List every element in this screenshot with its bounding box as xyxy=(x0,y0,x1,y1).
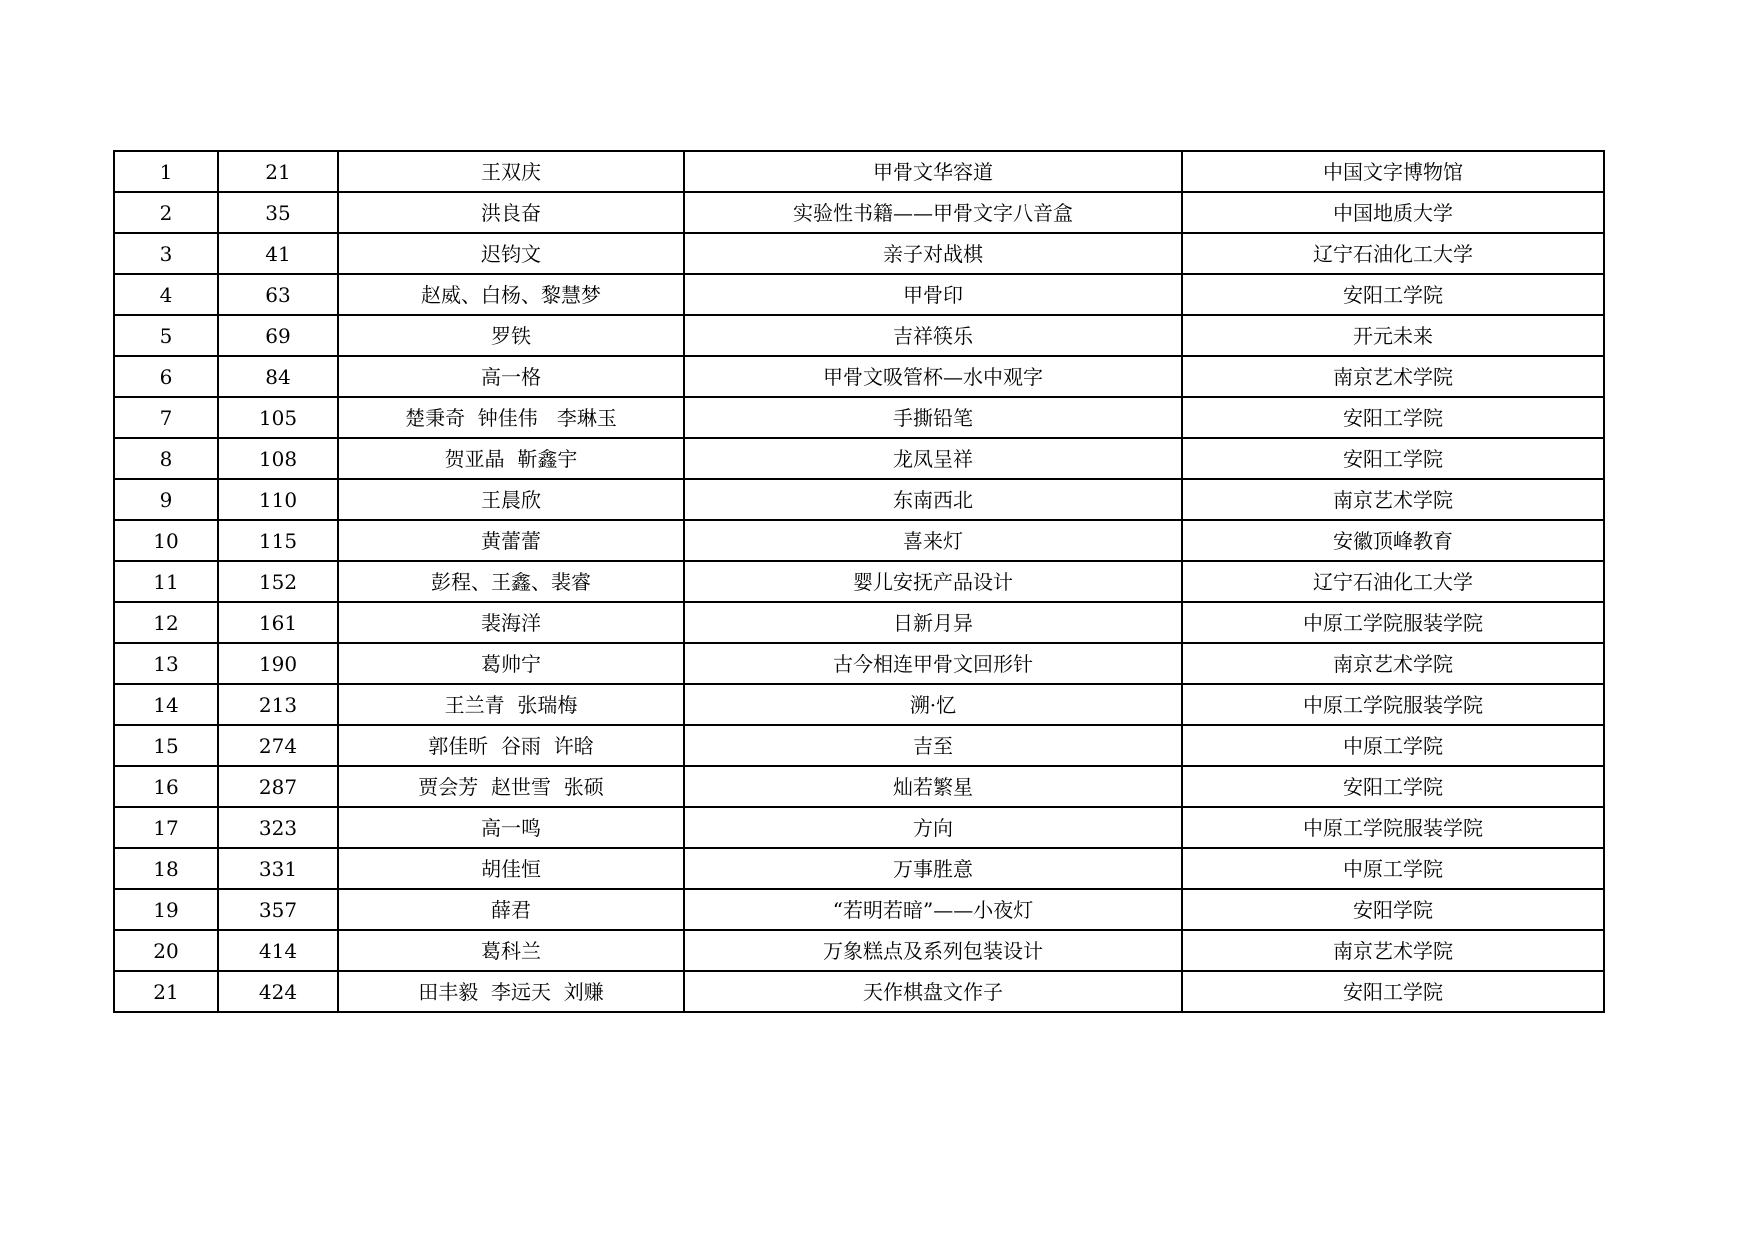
work-title-cell: 方向 xyxy=(684,807,1182,848)
entry-number-cell: 108 xyxy=(218,438,338,479)
entry-number-cell: 84 xyxy=(218,356,338,397)
authors-cell: 裴海洋 xyxy=(338,602,684,643)
work-title-cell: 甲骨文华容道 xyxy=(684,151,1182,192)
authors-cell: 洪良奋 xyxy=(338,192,684,233)
work-title-cell: 日新月异 xyxy=(684,602,1182,643)
entry-number-cell: 110 xyxy=(218,479,338,520)
rank-cell: 1 xyxy=(114,151,218,192)
entry-number-cell: 357 xyxy=(218,889,338,930)
authors-cell: 王晨欣 xyxy=(338,479,684,520)
work-title-cell: 手撕铅笔 xyxy=(684,397,1182,438)
table-body xyxy=(114,151,1604,1012)
work-title-cell: “若明若暗”——小夜灯 xyxy=(684,889,1182,930)
work-title-cell: 喜来灯 xyxy=(684,520,1182,561)
rank-cell: 20 xyxy=(114,930,218,971)
organization-cell: 中原工学院 xyxy=(1182,725,1604,766)
entry-number-cell: 69 xyxy=(218,315,338,356)
work-title-cell: 实验性书籍——甲骨文字八音盒 xyxy=(684,192,1182,233)
organization-cell: 安徽顶峰教育 xyxy=(1182,520,1604,561)
table-row xyxy=(114,315,1604,356)
authors-cell: 罗铁 xyxy=(338,315,684,356)
authors-cell: 赵威、白杨、黎慧梦 xyxy=(338,274,684,315)
table-row xyxy=(114,848,1604,889)
table-row xyxy=(114,356,1604,397)
rank-cell: 7 xyxy=(114,397,218,438)
work-title-cell: 万象糕点及系列包装设计 xyxy=(684,930,1182,971)
table-row xyxy=(114,930,1604,971)
authors-cell: 高一格 xyxy=(338,356,684,397)
table-row xyxy=(114,561,1604,602)
work-title-cell: 甲骨文吸管杯—水中观字 xyxy=(684,356,1182,397)
table-row xyxy=(114,684,1604,725)
work-title-cell: 溯·忆 xyxy=(684,684,1182,725)
table-row xyxy=(114,602,1604,643)
organization-cell: 辽宁石油化工大学 xyxy=(1182,561,1604,602)
authors-cell: 楚秉奇 钟佳伟 李琳玉 xyxy=(338,397,684,438)
table-row xyxy=(114,889,1604,930)
work-title-cell: 亲子对战棋 xyxy=(684,233,1182,274)
organization-cell: 中国文字博物馆 xyxy=(1182,151,1604,192)
table-row xyxy=(114,479,1604,520)
rank-cell: 2 xyxy=(114,192,218,233)
entry-number-cell: 287 xyxy=(218,766,338,807)
table-row xyxy=(114,725,1604,766)
rank-cell: 11 xyxy=(114,561,218,602)
rank-cell: 12 xyxy=(114,602,218,643)
authors-cell: 葛科兰 xyxy=(338,930,684,971)
rank-cell: 19 xyxy=(114,889,218,930)
authors-cell: 葛帅宁 xyxy=(338,643,684,684)
organization-cell: 南京艺术学院 xyxy=(1182,479,1604,520)
authors-cell: 胡佳恒 xyxy=(338,848,684,889)
organization-cell: 中原工学院服装学院 xyxy=(1182,807,1604,848)
rank-cell: 15 xyxy=(114,725,218,766)
work-title-cell: 万事胜意 xyxy=(684,848,1182,889)
award-table xyxy=(113,150,1605,1013)
organization-cell: 南京艺术学院 xyxy=(1182,643,1604,684)
authors-cell: 王双庆 xyxy=(338,151,684,192)
organization-cell: 中国地质大学 xyxy=(1182,192,1604,233)
organization-cell: 中原工学院服装学院 xyxy=(1182,684,1604,725)
rank-cell: 8 xyxy=(114,438,218,479)
entry-number-cell: 424 xyxy=(218,971,338,1012)
authors-cell: 彭程、王鑫、裴睿 xyxy=(338,561,684,602)
organization-cell: 安阳工学院 xyxy=(1182,438,1604,479)
work-title-cell: 吉至 xyxy=(684,725,1182,766)
entry-number-cell: 331 xyxy=(218,848,338,889)
entry-number-cell: 414 xyxy=(218,930,338,971)
table-row xyxy=(114,520,1604,561)
authors-cell: 贾会芳 赵世雪 张硕 xyxy=(338,766,684,807)
entry-number-cell: 161 xyxy=(218,602,338,643)
authors-cell: 王兰青 张瑞梅 xyxy=(338,684,684,725)
organization-cell: 南京艺术学院 xyxy=(1182,930,1604,971)
entry-number-cell: 105 xyxy=(218,397,338,438)
entry-number-cell: 323 xyxy=(218,807,338,848)
table-row xyxy=(114,643,1604,684)
organization-cell: 辽宁石油化工大学 xyxy=(1182,233,1604,274)
rank-cell: 13 xyxy=(114,643,218,684)
rank-cell: 5 xyxy=(114,315,218,356)
rank-cell: 21 xyxy=(114,971,218,1012)
authors-cell: 黄蕾蕾 xyxy=(338,520,684,561)
rank-cell: 14 xyxy=(114,684,218,725)
work-title-cell: 东南西北 xyxy=(684,479,1182,520)
work-title-cell: 龙凤呈祥 xyxy=(684,438,1182,479)
entry-number-cell: 41 xyxy=(218,233,338,274)
organization-cell: 中原工学院 xyxy=(1182,848,1604,889)
authors-cell: 田丰毅 李远天 刘赚 xyxy=(338,971,684,1012)
rank-cell: 4 xyxy=(114,274,218,315)
authors-cell: 迟钧文 xyxy=(338,233,684,274)
rank-cell: 10 xyxy=(114,520,218,561)
rank-cell: 3 xyxy=(114,233,218,274)
organization-cell: 中原工学院服装学院 xyxy=(1182,602,1604,643)
organization-cell: 安阳工学院 xyxy=(1182,766,1604,807)
work-title-cell: 灿若繁星 xyxy=(684,766,1182,807)
rank-cell: 6 xyxy=(114,356,218,397)
work-title-cell: 古今相连甲骨文回形针 xyxy=(684,643,1182,684)
work-title-cell: 天作棋盘文作子 xyxy=(684,971,1182,1012)
entry-number-cell: 35 xyxy=(218,192,338,233)
work-title-cell: 吉祥筷乐 xyxy=(684,315,1182,356)
table-row xyxy=(114,971,1604,1012)
table-row xyxy=(114,192,1604,233)
work-title-cell: 甲骨印 xyxy=(684,274,1182,315)
table-row xyxy=(114,274,1604,315)
organization-cell: 安阳工学院 xyxy=(1182,971,1604,1012)
entry-number-cell: 115 xyxy=(218,520,338,561)
rank-cell: 18 xyxy=(114,848,218,889)
work-title-cell: 婴儿安抚产品设计 xyxy=(684,561,1182,602)
organization-cell: 开元未来 xyxy=(1182,315,1604,356)
table-row xyxy=(114,233,1604,274)
entry-number-cell: 274 xyxy=(218,725,338,766)
table-row xyxy=(114,397,1604,438)
rank-cell: 17 xyxy=(114,807,218,848)
entry-number-cell: 152 xyxy=(218,561,338,602)
entry-number-cell: 21 xyxy=(218,151,338,192)
authors-cell: 高一鸣 xyxy=(338,807,684,848)
organization-cell: 安阳工学院 xyxy=(1182,274,1604,315)
entry-number-cell: 213 xyxy=(218,684,338,725)
organization-cell: 南京艺术学院 xyxy=(1182,356,1604,397)
table-row xyxy=(114,766,1604,807)
authors-cell: 薛君 xyxy=(338,889,684,930)
rank-cell: 16 xyxy=(114,766,218,807)
entry-number-cell: 63 xyxy=(218,274,338,315)
organization-cell: 安阳工学院 xyxy=(1182,397,1604,438)
authors-cell: 郭佳昕 谷雨 许晗 xyxy=(338,725,684,766)
rank-cell: 9 xyxy=(114,479,218,520)
organization-cell: 安阳学院 xyxy=(1182,889,1604,930)
entry-number-cell: 190 xyxy=(218,643,338,684)
table-row xyxy=(114,807,1604,848)
table-row xyxy=(114,151,1604,192)
authors-cell: 贺亚晶 靳鑫宇 xyxy=(338,438,684,479)
table-row xyxy=(114,438,1604,479)
